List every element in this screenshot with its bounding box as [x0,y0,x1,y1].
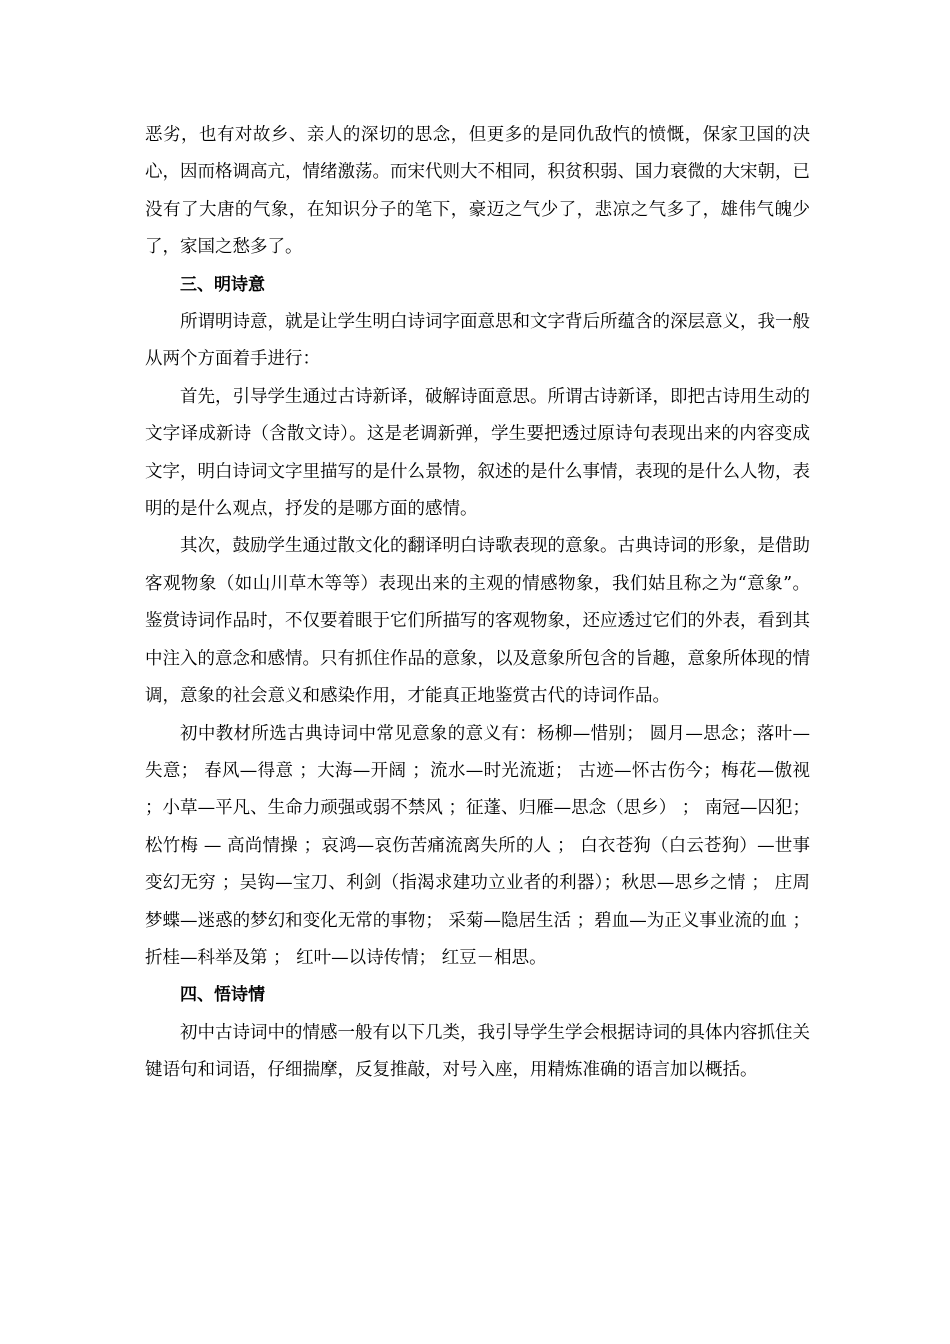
paragraph-4-intro: 初中古诗词中的情感一般有以下几类，我引导学生学会根据诗词的具体内容抓住关键语句和词语，仔细揣摩，反复推敲，对号入座，用精炼准确的语言加以概括。 [145,1022,810,1081]
paragraph-continuation: 恶劣，也有对故乡、亲人的深切的思念，但更多的是同仇敌忾的愤慨，保家卫国的决心，因而格调高亢，情绪激荡。而宋代则大不相同，积贫积弱、国力衰微的大宋朝，已没有了大唐的气象，在知识分子的笔下，豪迈之气少了，悲凉之气多了，雄伟气魄少了，家国之愁多了。 [145,125,810,258]
section-heading-4: 四、悟诗情 [180,985,265,1006]
document-body [145,117,810,1090]
paragraph-3-intro: 所谓明诗意，就是让学生明白诗词字面意思和文字背后所蕴含的深层意义，我一般从两个方面着手进行： [145,312,810,370]
paragraph-3-second: 其次，鼓励学生通过散文化的翻译明白诗歌表现的意象。古典诗词的形象，是借助客观物象（如山川草木等等）表现出来的主观的情感物象，我们姑且称之为“意象”。鉴赏诗词作品时，不仅要着眼于它们所描写的客观物象，还应透过它们的外表，看到其中注入的意念和感情。只有抓住作品的意象，以及意象所包含的旨趣，意象所体现的情调，意象的社会意义和感染作用，才能真正地鉴赏古代的诗词作品。 [145,536,810,707]
section-heading-3: 三、明诗意 [180,274,265,295]
paragraph-3-first: 首先，引导学生通过古诗新译，破解诗面意思。所谓古诗新译，即把古诗用生动的文字译成新诗（含散文诗）。这是老调新弹，学生要把透过原诗句表现出来的内容变成文字，明白诗词文字里描写的是什么景物，叙述的是什么事情，表现的是什么人物，表明的是什么观点，抒发的是哪方面的感情。 [145,386,810,520]
paragraph-3-imagery: 初中教材所选古典诗词中常见意象的意义有：杨柳—惜别； 圆月—思念；落叶—失意； 春风—得意 ；大海—开阔 ；流水—时光流逝； 古迹—怀古伤今；梅花—傲视 ；小草—平凡、生命力顽强或弱不禁风 ；征蓬、归雁—思念（思乡） ； 南冠—囚犯； 松竹梅 — 高尚情操 ；哀鸿—哀伤苦痛流离失所的人 ； 白衣苍狗（白云苍狗）—世事变幻无穷 ；吴钩—宝刀、利剑（指渴求建功立业者的利器）；秋思—思乡之情 ； 庄周梦蝶—迷惑的梦幻和变化无常的事物； 采菊—隐居生活 ；碧血—为正义事业流的血 ；折桂—科举及第 ； 红叶—以诗传情； 红豆－相思。 [145,723,810,968]
